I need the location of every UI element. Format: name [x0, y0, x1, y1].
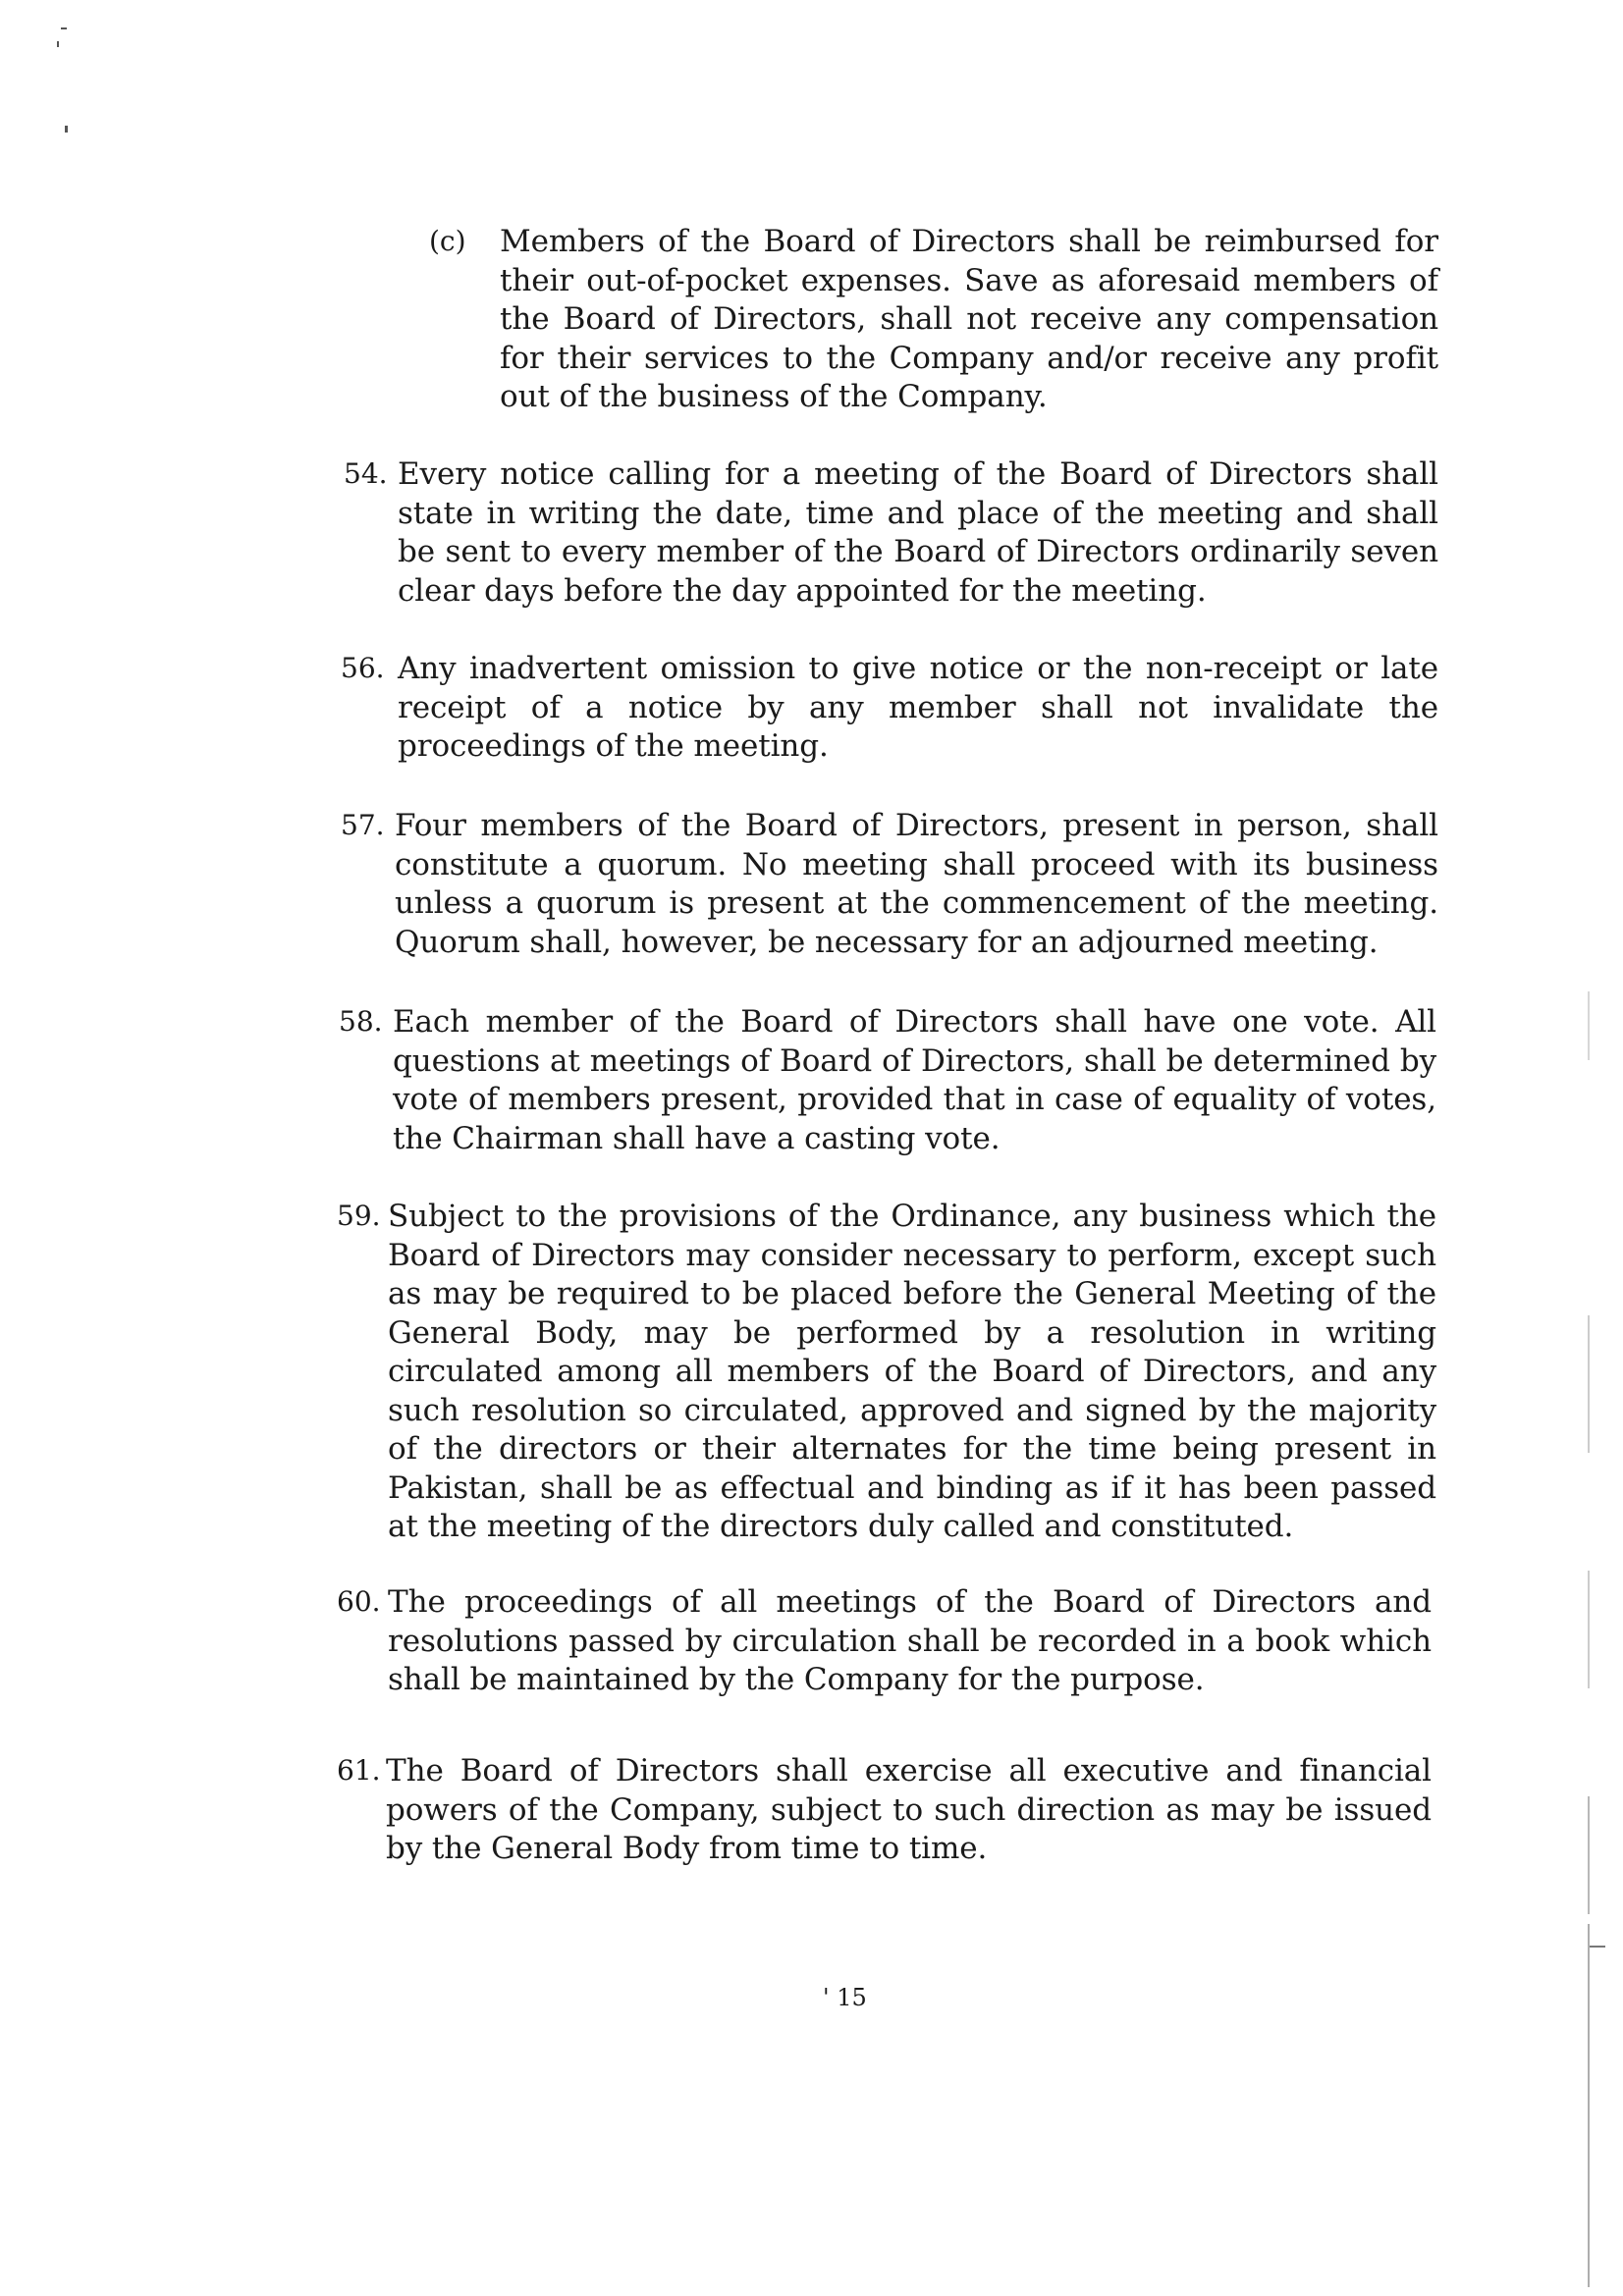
- clause-number: 57.: [341, 809, 385, 841]
- scan-edge-tick: [1590, 1946, 1605, 1948]
- clause-text: Each member of the Board of Directors shall have one vote. All questions at meetings of Board of Directors, shall be determined by vote of members present, provided that in case of equality of votes, the Chairman shall have a casting vote.: [393, 1004, 1436, 1156]
- clause-number: (c): [429, 225, 466, 257]
- scan-edge-line: [1588, 1571, 1590, 1688]
- clause-c: [429, 223, 1438, 417]
- clause-number: 54.: [344, 457, 388, 490]
- clause-58: [339, 1003, 1436, 1158]
- scan-speck: [61, 27, 67, 29]
- clause-number: 56.: [341, 652, 385, 684]
- scan-edge-line: [1588, 1796, 1590, 1914]
- clause-text: Every notice calling for a meeting of the Board of Directors shall state in writing the date, time and place of the meeting and shall be sent to every member of the Board of Directors ordinarily seven clear days before the day appointed for the meeting.: [398, 456, 1438, 609]
- scan-speck: [65, 126, 68, 133]
- clause-number: 60.: [337, 1585, 381, 1618]
- clause-text: Subject to the provisions of the Ordinance, any business which the Board of Directors may consider necessary to perform, except such as may be required to be placed before the General Meeting of the General Body, may be performed by a resolution in writing circulated among all members of the Board of Directors, and any such resolution so circulated, approved and signed by the majority of the directors or their alternates for the time being present in Pakistan, shall be as effectual and binding as if it has been passed at the meeting of the directors duly called and constituted.: [388, 1199, 1436, 1544]
- clause-59: [337, 1198, 1436, 1547]
- clause-number: 58.: [339, 1005, 383, 1038]
- page-number: ' 15: [823, 1984, 867, 2011]
- clause-text: Four members of the Board of Directors, present in person, shall constitute a quorum. No meeting shall proceed with its business unless a quorum is present at the commencement of the meeting. Quorum shall, however, be necessary for an adjourned meeting.: [395, 808, 1438, 960]
- scan-edge-line: [1588, 991, 1590, 1060]
- clause-text: The Board of Directors shall exercise all executive and financial powers of the Company, subject to such direction as may be issued by the General Body from time to time.: [386, 1753, 1432, 1866]
- clause-number: 61.: [337, 1754, 381, 1787]
- scan-speck: [57, 41, 59, 47]
- scan-edge-line: [1588, 1924, 1590, 2287]
- clause-text: Any inadvertent omission to give notice or the non-receipt or late receipt of a notice by any member shall not invalidate the proceedings of the meeting.: [398, 651, 1438, 764]
- clause-text: The proceedings of all meetings of the Board of Directors and resolutions passed by circulation shall be recorded in a book which shall be maintained by the Company for the purpose.: [388, 1584, 1432, 1697]
- clause-56: [341, 650, 1438, 767]
- clause-54: [344, 455, 1438, 611]
- clause-number: 59.: [337, 1200, 381, 1232]
- scan-edge-line: [1588, 1315, 1590, 1453]
- clause-57: [341, 807, 1438, 962]
- clause-text: Members of the Board of Directors shall be reimbursed for their out-of-pocket expenses. Save as aforesaid members of the Board of Directors, shall not receive any compensation for their services to the Company and/or receive any profit out of the business of the Company.: [500, 224, 1438, 414]
- clause-60: [337, 1583, 1432, 1700]
- clause-61: [337, 1752, 1432, 1869]
